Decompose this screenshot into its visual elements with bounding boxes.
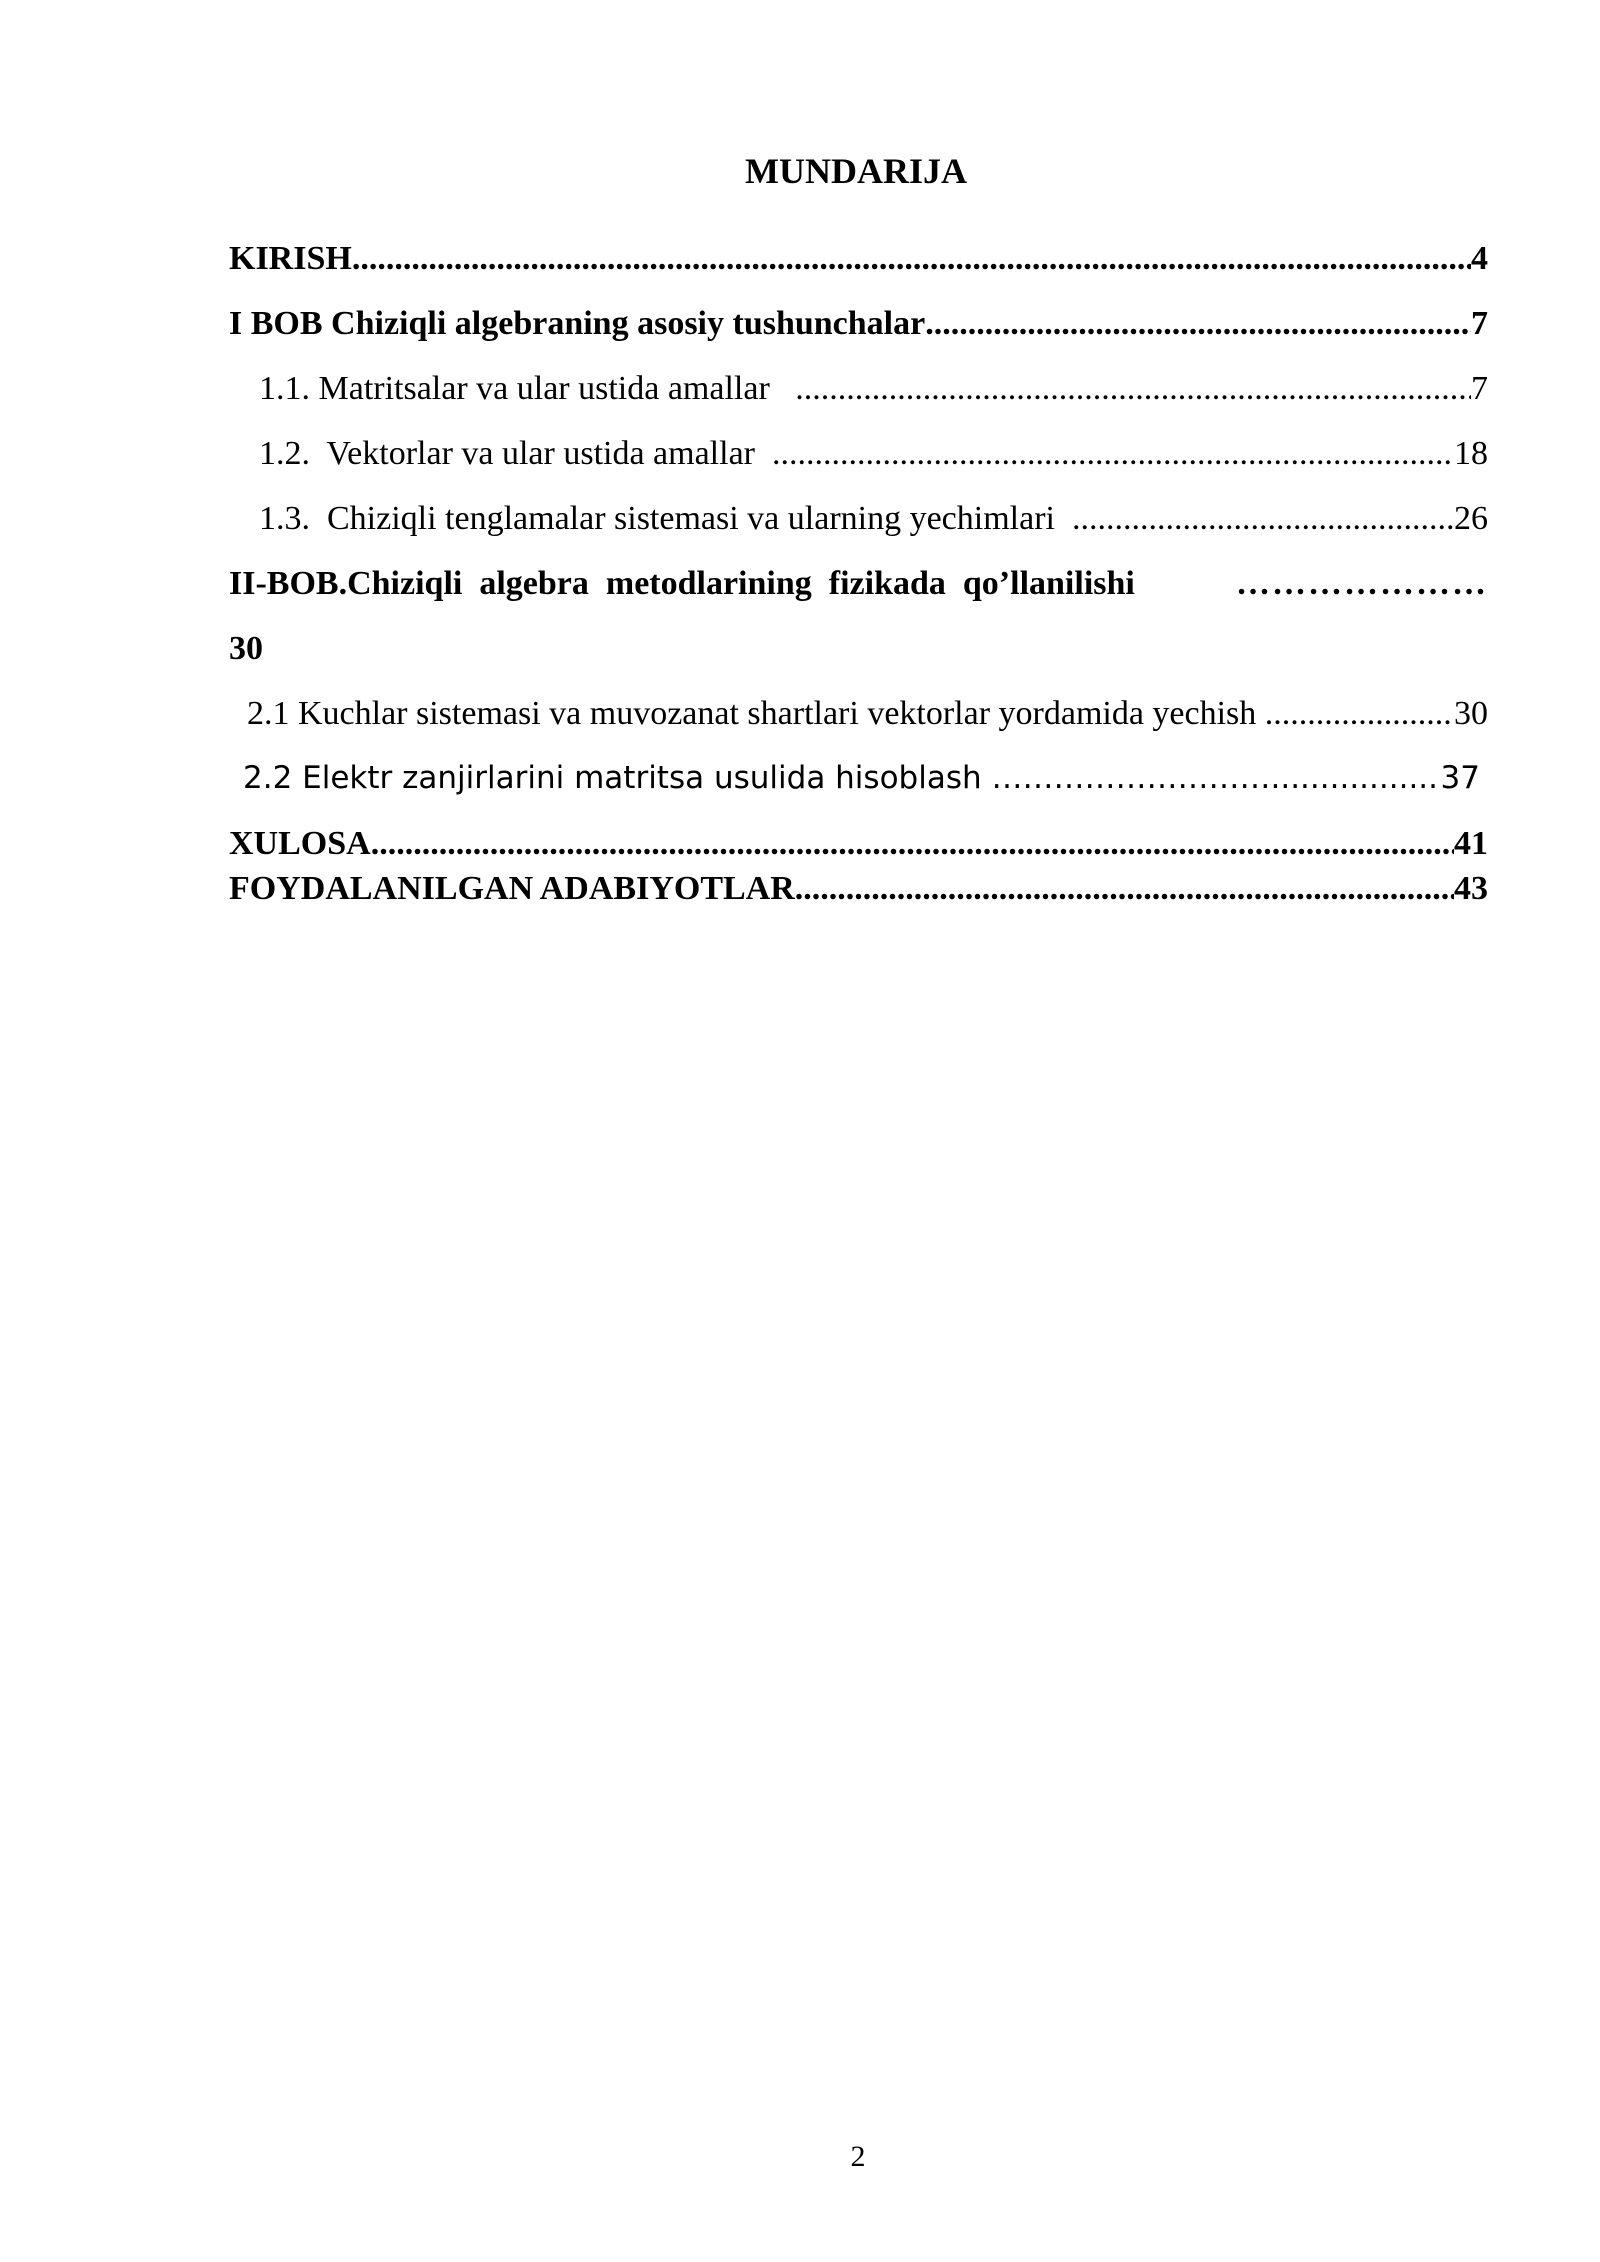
table-of-contents	[229, 232, 1488, 927]
toc-entry-page: 4	[1471, 240, 1488, 277]
dot-leader	[352, 240, 1471, 278]
toc-entry-text: 2.1 Kuchlar sistemasi va muvozanat shartlari vektorlar yordamida yechish .	[247, 695, 1274, 732]
toc-entry-text: 1.2. Vektorlar va ular ustida amallar	[259, 435, 772, 472]
dot-leader	[371, 825, 1454, 863]
toc-entry-page: 18	[1454, 435, 1488, 472]
dot-leader	[795, 370, 1471, 408]
toc-entry-page: 26	[1454, 500, 1488, 537]
dot-leader: …………………	[1236, 565, 1488, 602]
dot-leader	[925, 305, 1471, 343]
toc-entry-page: 7	[1471, 305, 1488, 342]
toc-entry-text: I BOB Chiziqli algebraning asosiy tushunchalar	[229, 305, 926, 342]
dot-leader	[1273, 695, 1454, 733]
dot-leader	[795, 870, 1454, 908]
toc-entry-1-1[interactable]	[229, 362, 1488, 427]
toc-entry-kirish[interactable]	[229, 232, 1488, 297]
toc-entry-text: 2.2 Elektr zanjirlarini matritsa usulida hisoblash ………………………	[243, 760, 1271, 796]
toc-entry-text: KIRISH	[229, 240, 352, 277]
toc-entry-chapter-2-page	[229, 622, 1488, 687]
toc-entry-adabiyotlar[interactable]	[229, 862, 1488, 927]
toc-entry-chapter-2[interactable]	[229, 557, 1488, 622]
toc-entry-text: 1.1. Matritsalar va ular ustida amallar	[259, 370, 796, 407]
dot-leader	[772, 435, 1454, 473]
toc-entry-text: II-BOB.Chiziqli algebra metodlarining fizikada qo’llanilishi	[229, 565, 1135, 602]
toc-entry-chapter-1[interactable]	[229, 297, 1488, 362]
page-title: MUNDARIJA	[745, 151, 967, 191]
toc-entry-text: 1.3. Chiziqli tenglamalar sistemasi va ularning yechimlari	[259, 500, 1072, 537]
toc-entry-page: 43	[1454, 870, 1488, 907]
toc-entry-text: FOYDALANILGAN ADABIYOTLAR	[229, 870, 795, 907]
toc-entry-page: 41	[1454, 825, 1488, 862]
toc-entry-xulosa[interactable]	[229, 817, 1488, 862]
dot-leader	[1270, 760, 1440, 796]
toc-entry-2-2[interactable]	[229, 752, 1488, 817]
toc-entry-page: 37	[1440, 760, 1480, 796]
dot-leader	[1072, 500, 1454, 538]
toc-entry-1-2[interactable]	[229, 427, 1488, 492]
toc-entry-page: 7	[1471, 370, 1488, 407]
toc-entry-1-3[interactable]	[229, 492, 1488, 557]
page-number: 2	[850, 2140, 866, 2173]
toc-entry-page: 30	[1454, 695, 1488, 732]
toc-entry-page: 30	[229, 630, 263, 667]
toc-entry-text: XULOSA	[229, 825, 371, 862]
toc-entry-2-1[interactable]	[229, 687, 1488, 752]
